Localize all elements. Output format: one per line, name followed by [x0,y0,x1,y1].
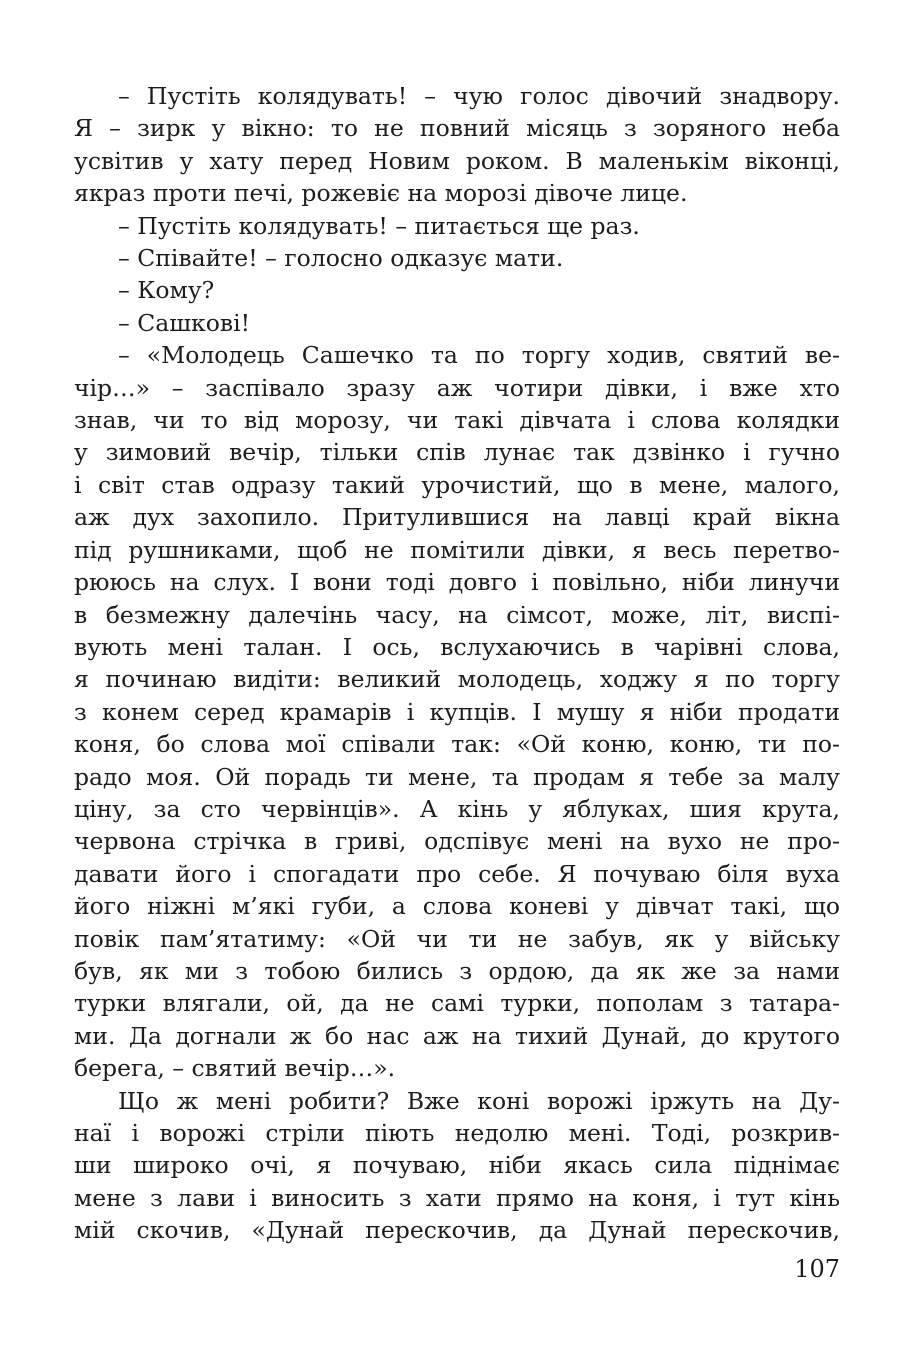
text-line: – Пустіть колядувать! – чую голос дівочий знадвору. [118,82,840,110]
text-line: знав, чи то від морозу, чи такі дівчата і слова колядки [74,406,840,435]
text-line: вують мені талан. І ось, вслухаючись в чарівні слова, [74,632,840,661]
text-line: аж дух захопило. Притулившися на лавці край вікна [74,503,840,532]
text-line: ми. Да догнали ж бо нас аж на тихий Дунай, до крутого [74,1021,840,1050]
text-line: чір…» – заспівало зразу аж чотири дівки, і вже хто [74,373,840,402]
text-line: – Співайте! – голосно одказує мати. [118,244,564,273]
text-line: Я – зирк у вікно: то не повний місяць з зоряного неба [74,114,840,143]
text-line: червона стрічка в гриві, одспівує мені на вухо не про- [74,827,840,856]
text-line: я починаю видіти: великий молодець, ходжу я по торгу [74,665,840,694]
text-line: усвітив у хату перед Новим роком. В маленькім віконці, [74,146,840,175]
text-line: був, як ми з тобою бились з ордою, да як же за нами [74,956,840,985]
text-line: мене з лави і виносить з хати прямо на коня, і тут кінь [74,1183,840,1212]
text-line: у зимовий вечір, тільки спів лунає так дзвінко і гучно [74,438,840,467]
text-line: Що ж мені робити? Вже коні ворожі іржуть на Ду- [118,1086,840,1115]
text-line: – Пустіть колядувать! – питається ще раз. [118,211,640,240]
text-line: якраз проти печі, рожевіє на морозі дівоче лице. [74,179,688,208]
page-text [74,80,840,1247]
text-line: рююсь на слух. І вони тоді довго і повільно, ніби линучи [74,568,840,597]
text-line: ціну, за сто червінців». А кінь у яблуках, шия крута, [74,794,840,823]
text-line: турки влягали, ой, да не самі турки, пополам з татара- [74,989,840,1018]
text-line: наї і ворожі стріли піють недолю мені. Тоді, розкрив- [74,1119,840,1147]
text-line: ши широко очі, я почуваю, ніби якась сила піднімає [74,1151,840,1180]
text-line: – «Молодець Сашечко та по торгу ходив, святий ве- [118,341,840,370]
text-line: в безмежну далечінь часу, на сімсот, може, літ, виспі- [74,600,840,629]
text-line: – Сашкові! [118,308,251,337]
text-line: давати його і спогадати про себе. Я почуваю біля вуха [74,859,840,888]
text-line: мій скочив, «Дунай перескочив, да Дунай перескочив, [74,1216,840,1245]
text-line: берега, – святий вечір…». [74,1054,396,1083]
text-line: з конем серед крамарів і купців. І мушу я ніби продати [74,697,840,726]
text-line: коня, бо слова мої співали так: «Ой коню, коню, ти по- [74,730,840,759]
page-number: 107 [794,1255,840,1283]
text-line: його ніжні м’які губи, а слова коневі у дівчат такі, що [74,892,840,921]
text-line: і світ став одразу такий урочистий, що в мене, малого, [74,470,840,499]
text-line: повік пам’ятатиму: «Ой чи ти не забув, як у війську [74,924,840,953]
text-line: під рушниками, щоб не помітили дівки, я весь перетво- [74,535,840,564]
text-line: радо моя. Ой порадь ти мене, та продам я тебе за малу [74,762,840,791]
text-line: – Кому? [118,276,215,305]
